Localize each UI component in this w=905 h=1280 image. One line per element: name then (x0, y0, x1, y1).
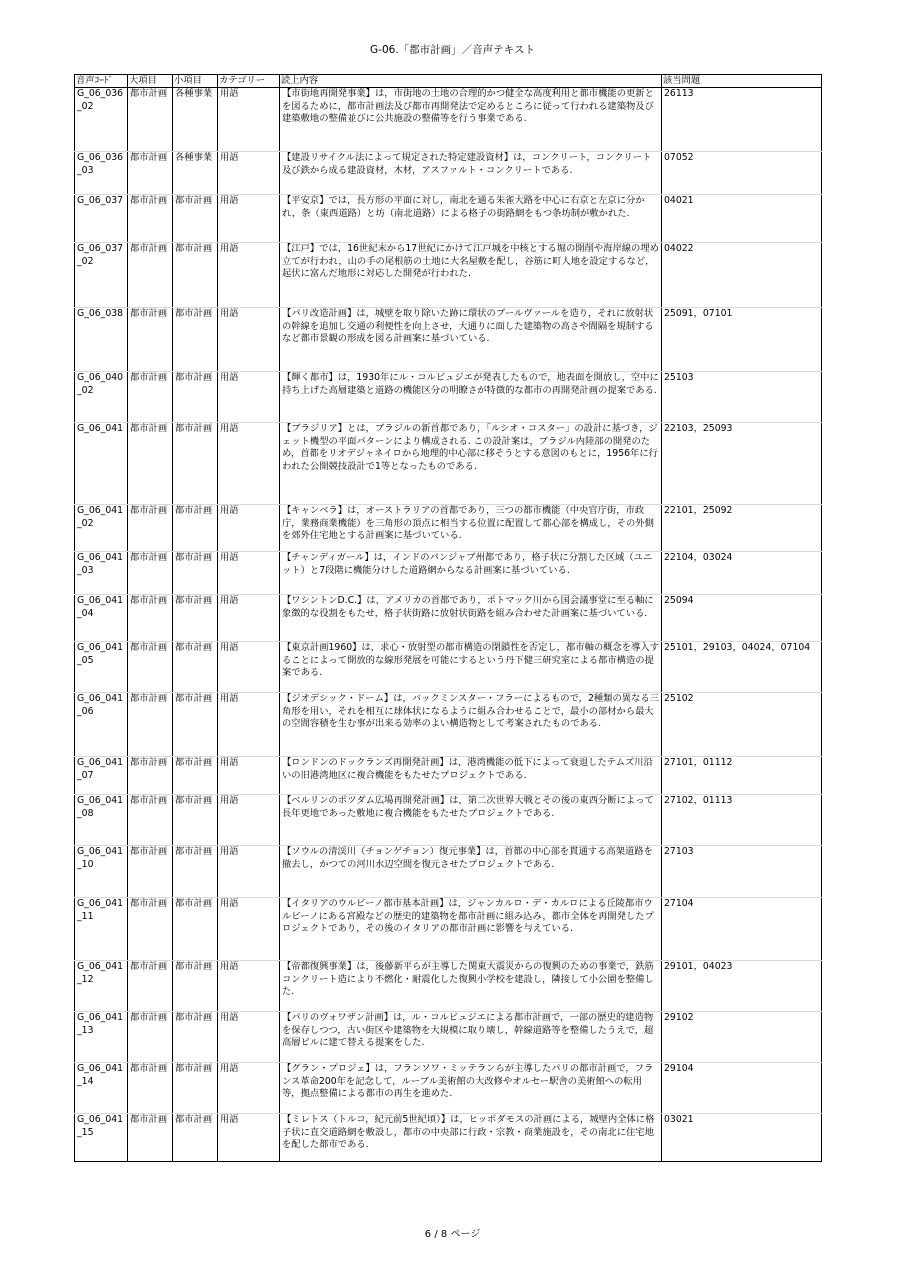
cell-minor: 都市計画 (173, 898, 218, 961)
cell-minor: 都市計画 (173, 642, 218, 693)
cell-minor: 都市計画 (173, 795, 218, 846)
cell-ref: 25094 (662, 595, 822, 642)
table-row (75, 846, 822, 898)
cell-text: 【パリのヴォワザン計画】は，ル・コルビュジエによる都市計画で，一部の歴史的建造物を保存しつつ，古い街区や建築物を大規模に取り壊し，幹線道路等を整備したうえで，超高層ビルに建て替える提案をした. (280, 1012, 662, 1063)
cell-code: G_06_041_11 (75, 898, 128, 961)
cell-minor: 都市計画 (173, 1114, 218, 1162)
cell-code: G_06_041_06 (75, 693, 128, 757)
cell-minor: 都市計画 (173, 308, 218, 372)
table-row (75, 693, 822, 757)
cell-text: 【市街地再開発事業】は，市街地の土地の合理的かつ健全な高度利用と都市機能の更新とを図るために，都市計画法及び都市再開発法で定めるところに従って行われる建築物及び建築敷地の整備並びに公共施設の整備等を行う事業である. (280, 88, 662, 152)
table-row (75, 505, 822, 552)
cell-ref: 26113 (662, 88, 822, 152)
glossary-table (74, 74, 822, 1162)
table-row (75, 1114, 822, 1162)
cell-ref: 22104，03024 (662, 552, 822, 595)
cell-category: 用語 (218, 243, 280, 308)
cell-ref: 22103，25093 (662, 423, 822, 505)
cell-minor: 都市計画 (173, 595, 218, 642)
table-row (75, 757, 822, 795)
cell-code: G_06_041_07 (75, 757, 128, 795)
cell-text: 【イタリアのウルビーノ都市基本計画】は，ジャンカルロ・デ・カルロによる丘陵都市ウルビーノにある宮殿などの歴史的建築物を都市計画に組み込み，都市全体を再開発したプロジェクトであり，その後のイタリアの都市計画に影響を与えている. (280, 898, 662, 961)
cell-category: 用語 (218, 1063, 280, 1114)
cell-category: 用語 (218, 88, 280, 152)
cell-major: 都市計画 (128, 195, 173, 243)
cell-code: G_06_041_05 (75, 642, 128, 693)
cell-ref: 27103 (662, 846, 822, 898)
cell-code: G_06_036_02 (75, 88, 128, 152)
table-row (75, 308, 822, 372)
cell-minor: 都市計画 (173, 552, 218, 595)
table-row (75, 152, 822, 195)
cell-text: 【グラン・プロジェ】は，フランソワ・ミッテランらが主導したパリの都市計画で，フランス革命200年を記念して，ルーブル美術館の大改修やオルセー駅舎の美術館への転用等，拠点整備による都市の再生を進めた. (280, 1063, 662, 1114)
cell-minor: 都市計画 (173, 846, 218, 898)
table-row (75, 1063, 822, 1114)
cell-text: 【キャンベラ】は，オーストラリアの首都であり，三つの都市機能（中央官庁街，市政庁，業務商業機能）を三角形の頂点に相当する位置に配置して都心部を構成し，その外側を郊外住宅地とする計画案に基づいている. (280, 505, 662, 552)
cell-code: G_06_041_15 (75, 1114, 128, 1162)
cell-major: 都市計画 (128, 642, 173, 693)
cell-code: G_06_037 (75, 195, 128, 243)
cell-major: 都市計画 (128, 505, 173, 552)
cell-code: G_06_038 (75, 308, 128, 372)
cell-category: 用語 (218, 642, 280, 693)
column-header-minor: 小項目 (173, 75, 218, 88)
cell-major: 都市計画 (128, 552, 173, 595)
table-row (75, 795, 822, 846)
cell-text: 【ジオデシック・ドーム】は，バックミンスター・フラーによるもので，2種類の異なる三角形を用い，それを相互に球体状になるように組み合わせることで，最小の部材から最大の空間容積を生む事が出来る効率のよい構造物として考案されたものである. (280, 693, 662, 757)
cell-code: G_06_041_08 (75, 795, 128, 846)
cell-category: 用語 (218, 898, 280, 961)
cell-major: 都市計画 (128, 243, 173, 308)
cell-minor: 都市計画 (173, 693, 218, 757)
table-row (75, 243, 822, 308)
cell-major: 都市計画 (128, 1012, 173, 1063)
cell-code: G_06_037_02 (75, 243, 128, 308)
cell-code: G_06_041_12 (75, 961, 128, 1012)
column-header-code: 音声ｺｰﾄﾞ (75, 75, 128, 88)
table-row (75, 595, 822, 642)
cell-major: 都市計画 (128, 795, 173, 846)
cell-major: 都市計画 (128, 757, 173, 795)
column-header-ref: 該当問題 (662, 75, 822, 88)
table-row (75, 898, 822, 961)
page-number: 6 / 8 ページ (424, 1229, 481, 1240)
cell-code: G_06_041_02 (75, 505, 128, 552)
cell-text: 【ソウルの清渓川（チョンゲチョン）復元事業】は，首都の中心部を貫通する高架道路を撤去し，かつての河川水辺空間を復元させたプロジェクトである. (280, 846, 662, 898)
cell-major: 都市計画 (128, 372, 173, 423)
cell-ref: 03021 (662, 1114, 822, 1162)
table-row (75, 195, 822, 243)
cell-ref: 04022 (662, 243, 822, 308)
cell-major: 都市計画 (128, 595, 173, 642)
cell-text: 【平安京】では，長方形の平面に対し，南北を通る朱雀大路を中心に右京と左京に分かれ，条（東西道路）と坊（南北道路）による格子の街路網をもつ条坊制が敷かれた. (280, 195, 662, 243)
cell-category: 用語 (218, 757, 280, 795)
cell-text: 【建設リサイクル法によって規定された特定建設資材】は，コンクリート，コンクリート及び鉄から成る建設資材，木材，アスファルト・コンクリートである. (280, 152, 662, 195)
cell-category: 用語 (218, 372, 280, 423)
cell-text: 【東京計画1960】は，求心・放射型の都市構造の閉鎖性を否定し，都市軸の概念を導入することによって開放的な線形発展を可能にするという丹下健三研究室による都市構造の提案である. (280, 642, 662, 693)
cell-major: 都市計画 (128, 961, 173, 1012)
cell-ref: 07052 (662, 152, 822, 195)
cell-category: 用語 (218, 795, 280, 846)
cell-ref: 25091，07101 (662, 308, 822, 372)
cell-category: 用語 (218, 693, 280, 757)
cell-ref: 29104 (662, 1063, 822, 1114)
cell-ref: 27102，01113 (662, 795, 822, 846)
cell-code: G_06_041_03 (75, 552, 128, 595)
cell-minor: 都市計画 (173, 243, 218, 308)
cell-category: 用語 (218, 308, 280, 372)
cell-category: 用語 (218, 1114, 280, 1162)
column-header-major: 大項目 (128, 75, 173, 88)
cell-ref: 27101，01112 (662, 757, 822, 795)
cell-major: 都市計画 (128, 898, 173, 961)
cell-ref: 25102 (662, 693, 822, 757)
table-row (75, 552, 822, 595)
cell-text: 【ベルリンのポツダム広場再開発計画】は，第二次世界大戦とその後の東西分断によって長年更地であった敷地に複合機能をもたせたプロジェクトである. (280, 795, 662, 846)
table-row (75, 423, 822, 505)
cell-text: 【ミレトス（トルコ，紀元前5世紀頃）】は，ヒッポダモスの計画による，城壁内全体に格子状に直交道路網を敷設し，都市の中央部に行政・宗教・商業施設を，その南北に住宅地を配した都市である. (280, 1114, 662, 1162)
cell-category: 用語 (218, 423, 280, 505)
cell-ref: 27104 (662, 898, 822, 961)
cell-text: 【チャンディガール】は，インドのパンジャブ州都であり，格子状に分割した区域（ユニット）と7段階に機能分けした道路網からなる計画案に基づいている. (280, 552, 662, 595)
cell-major: 都市計画 (128, 846, 173, 898)
table-row (75, 88, 822, 152)
cell-category: 用語 (218, 1012, 280, 1063)
cell-category: 用語 (218, 552, 280, 595)
cell-ref: 29102 (662, 1012, 822, 1063)
cell-category: 用語 (218, 961, 280, 1012)
cell-code: G_06_040_02 (75, 372, 128, 423)
cell-minor: 各種事業 (173, 152, 218, 195)
cell-major: 都市計画 (128, 693, 173, 757)
cell-text: 【ワシントンD.C.】は，アメリカの首都であり，ポトマック川から国会議事堂に至る軸に象徴的な役割をもたせ，格子状街路に放射状街路を組み合わせた計画案に基づいている. (280, 595, 662, 642)
cell-minor: 各種事業 (173, 88, 218, 152)
cell-category: 用語 (218, 846, 280, 898)
cell-category: 用語 (218, 195, 280, 243)
cell-code: G_06_041 (75, 423, 128, 505)
page-title: G-06.「都市計画」／音声テキスト (370, 44, 535, 56)
cell-text: 【パリ改造計画】は，城壁を取り除いた跡に環状のブールヴァールを造り，それに放射状の幹線を追加し交通の利便性を向上させ，大通りに面した建築物の高さや間隔を規制するなど都市景観の形成を図る計画案に基づいている. (280, 308, 662, 372)
cell-major: 都市計画 (128, 1114, 173, 1162)
cell-text: 【ロンドンのドックランズ再開発計画】は，港湾機能の低下によって衰退したテムズ川沿いの旧港湾地区に複合機能をもたせたプロジェクトである. (280, 757, 662, 795)
cell-minor: 都市計画 (173, 757, 218, 795)
cell-code: G_06_041_10 (75, 846, 128, 898)
cell-category: 用語 (218, 152, 280, 195)
cell-minor: 都市計画 (173, 1063, 218, 1114)
cell-minor: 都市計画 (173, 195, 218, 243)
cell-major: 都市計画 (128, 88, 173, 152)
cell-ref: 22101，25092 (662, 505, 822, 552)
cell-minor: 都市計画 (173, 372, 218, 423)
cell-major: 都市計画 (128, 152, 173, 195)
cell-major: 都市計画 (128, 1063, 173, 1114)
cell-code: G_06_041_14 (75, 1063, 128, 1114)
cell-text: 【輝く都市】は，1930年にル・コルビュジエが発表したもので，地表面を開放し，空中に持ち上げた高層建築と道路の機能区分の明瞭さが特徴的な都市の再開発計画の提案である. (280, 372, 662, 423)
cell-code: G_06_041_13 (75, 1012, 128, 1063)
table-header-row (75, 75, 822, 88)
cell-ref: 04021 (662, 195, 822, 243)
table-row (75, 642, 822, 693)
cell-minor: 都市計画 (173, 1012, 218, 1063)
cell-category: 用語 (218, 595, 280, 642)
cell-minor: 都市計画 (173, 505, 218, 552)
column-header-text: 読上内容 (280, 75, 662, 88)
cell-minor: 都市計画 (173, 961, 218, 1012)
cell-text: 【ブラジリア】とは，ブラジルの新首都であり，「ルシオ・コスター」の設計に基づき，ジェット機型の平面パターンにより構成される. この設計案は，ブラジル内陸部の開発のため，首都をリオデジャネイロから地理的中心部に移そうとする意図のもとに，1956年に行われた公開競技設計で1等となったものである. (280, 423, 662, 505)
cell-major: 都市計画 (128, 423, 173, 505)
table-row (75, 961, 822, 1012)
column-header-category: カテゴリー (218, 75, 280, 88)
cell-minor: 都市計画 (173, 423, 218, 505)
cell-code: G_06_041_04 (75, 595, 128, 642)
cell-ref: 25103 (662, 372, 822, 423)
cell-code: G_06_036_03 (75, 152, 128, 195)
cell-ref: 29101，04023 (662, 961, 822, 1012)
table-row (75, 1012, 822, 1063)
cell-category: 用語 (218, 505, 280, 552)
cell-text: 【帝都復興事業】は，後藤新平らが主導した関東大震災からの復興のための事業で，鉄筋コンクリート造により不燃化・耐震化した復興小学校を建設し，隣接して小公園を整備した. (280, 961, 662, 1012)
cell-major: 都市計画 (128, 308, 173, 372)
table-row (75, 372, 822, 423)
cell-ref: 25101，29103，04024，07104 (662, 642, 822, 693)
cell-text: 【江戸】では，16世紀末から17世紀にかけて江戸城を中核とする堀の開削や海岸線の埋め立てが行われ，山の手の尾根筋の土地に大名屋敷を配し，谷筋に町人地を設定するなど，起伏に富んだ地形に対応した開発が行われた. (280, 243, 662, 308)
